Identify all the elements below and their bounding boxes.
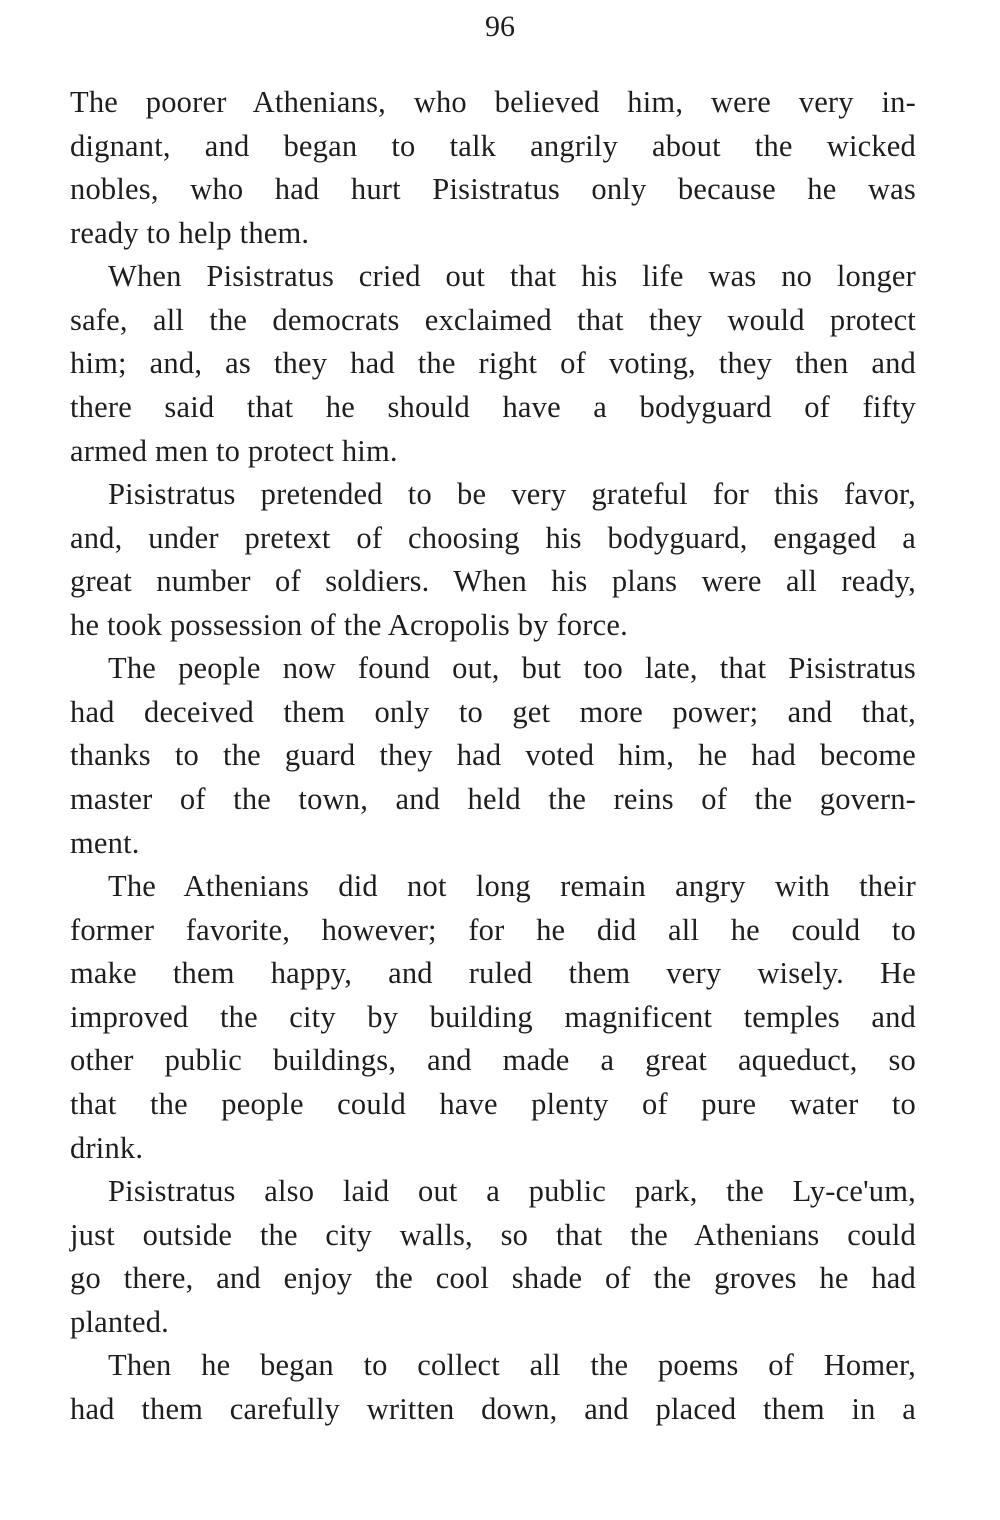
- text-line: nobles, who had hurt Pisistratus only because he was: [70, 172, 916, 207]
- text-line: great number of soldiers. When his plans were all ready,: [70, 564, 916, 599]
- paragraph: [70, 473, 916, 647]
- text-line: had them carefully written down, and placed them in a: [70, 1391, 916, 1426]
- text-line: thanks to the guard they had voted him, he had become: [70, 738, 916, 773]
- text-line: The people now found out, but too late, that Pisistratus: [108, 651, 916, 686]
- text-line: drink.: [70, 1130, 144, 1165]
- page-number: 96: [485, 10, 515, 43]
- text-line: make them happy, and ruled them very wisely. He: [70, 956, 916, 991]
- text-line: safe, all the democrats exclaimed that they would protect: [70, 302, 916, 337]
- body-text: [70, 81, 916, 1431]
- text-line: armed men to protect him.: [70, 433, 398, 468]
- text-line: go there, and enjoy the cool shade of the groves he had: [70, 1261, 916, 1296]
- paragraph: [70, 865, 916, 1170]
- text-line: Pisistratus pretended to be very grateful for this favor,: [108, 477, 916, 512]
- text-line: improved the city by building magnificent temples and: [70, 999, 916, 1034]
- paragraph: [70, 255, 916, 473]
- text-line: The Athenians did not long remain angry with their: [108, 869, 916, 904]
- paragraph: [70, 647, 916, 865]
- text-line: ment.: [70, 825, 140, 860]
- text-line: ready to help them.: [70, 215, 310, 250]
- text-line: When Pisistratus cried out that his life was no longer: [108, 259, 916, 294]
- text-line: The poorer Athenians, who believed him, were very in-: [70, 85, 916, 119]
- text-line: just outside the city walls, so that the Athenians could: [70, 1217, 916, 1252]
- text-line: former favorite, however; for he did all he could to: [70, 912, 916, 947]
- text-line: he took possession of the Acropolis by force.: [70, 607, 628, 642]
- text-line: master of the town, and held the reins of the govern-: [70, 782, 916, 816]
- text-line: Then he began to collect all the poems of Homer,: [108, 1348, 916, 1383]
- text-line: other public buildings, and made a great aqueduct, so: [70, 1043, 916, 1078]
- paragraph: [70, 1170, 916, 1344]
- text-line: Pisistratus also laid out a public park, the Ly-ce'um,: [108, 1174, 916, 1209]
- text-line: him; and, as they had the right of voting, they then and: [70, 346, 916, 381]
- text-line: dignant, and began to talk angrily about the wicked: [70, 128, 916, 163]
- text-line: and, under pretext of choosing his bodyguard, engaged a: [70, 520, 916, 555]
- text-line: had deceived them only to get more power; and that,: [70, 694, 916, 729]
- paragraph: [70, 1344, 916, 1431]
- paragraph: [70, 81, 916, 255]
- text-line: there said that he should have a bodyguard of fifty: [70, 389, 916, 424]
- text-line: planted.: [70, 1304, 169, 1339]
- text-line: that the people could have plenty of pure water to: [70, 1086, 916, 1121]
